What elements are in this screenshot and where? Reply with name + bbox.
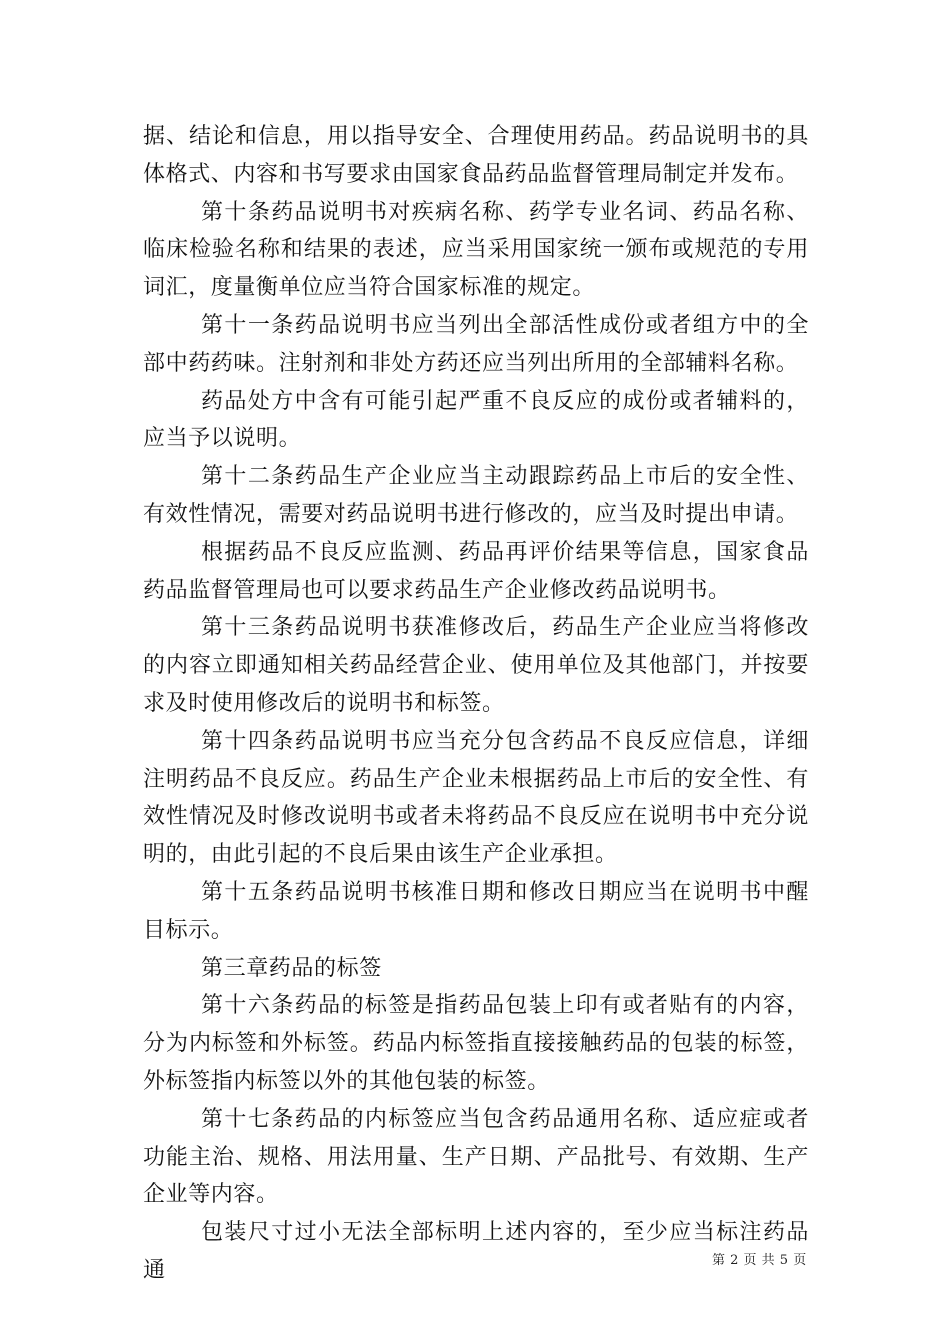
paragraph-article-15: 第十五条药品说明书核准日期和修改日期应当在说明书中醒目标示。 [143,879,809,943]
paragraph-article-16: 第十六条药品的标签是指药品包装上印有或者贴有的内容，分为内标签和外标签。药品内标签指直接接触药品的包装的标签，外标签指内标签以外的其他包装的标签。 [143,993,809,1094]
paragraph-article-17-note: 包装尺寸过小无法全部标明上述内容的，至少应当标注药品通 [143,1220,809,1283]
chapter-heading: 第三章药品的标签 [201,955,382,981]
page-number: 第 2 页 共 5 页 [712,1253,807,1268]
paragraph-article-12: 第十二条药品生产企业应当主动跟踪药品上市后的安全性、有效性情况，需要对药品说明书进行修改的，应当及时提出申请。 [143,464,809,527]
document-body [143,118,809,1290]
paragraph-article-14: 第十四条药品说明书应当充分包含药品不良反应信息，详细注明药品不良反应。药品生产企业未根据药品上市后的安全性、有效性情况及时修改说明书或者未将药品不良反应在说明书中充分说明的，由此引起的不良后果由该生产企业承担。 [143,728,809,868]
paragraph-article-13: 第十三条药品说明书获准修改后，药品生产企业应当将修改的内容立即通知相关药品经营企业、使用单位及其他部门，并按要求及时使用修改后的说明书和标签。 [143,615,809,716]
paragraph-article-10: 第十条药品说明书对疾病名称、药学专业名词、药品名称、临床检验名称和结果的表述，应当采用国家统一颁布或规范的专用词汇，度量衡单位应当符合国家标准的规定。 [143,199,809,301]
paragraph-article-11-note: 药品处方中含有可能引起严重不良反应的成份或者辅料的，应当予以说明。 [143,388,809,452]
paragraph-continuation: 据、结论和信息，用以指导安全、合理使用药品。药品说明书的具体格式、内容和书写要求由国家食品药品监督管理局制定并发布。 [143,124,809,187]
paragraph-article-17: 第十七条药品的内标签应当包含药品通用名称、适应症或者功能主治、规格、用法用量、生产日期、产品批号、有效期、生产企业等内容。 [143,1106,809,1208]
paragraph-article-12-note: 根据药品不良反应监测、药品再评价结果等信息，国家食品药品监督管理局也可以要求药品生产企业修改药品说明书。 [143,539,809,603]
paragraph-article-11: 第十一条药品说明书应当列出全部活性成份或者组方中的全部中药药味。注射剂和非处方药还应当列出所用的全部辅料名称。 [143,312,809,376]
